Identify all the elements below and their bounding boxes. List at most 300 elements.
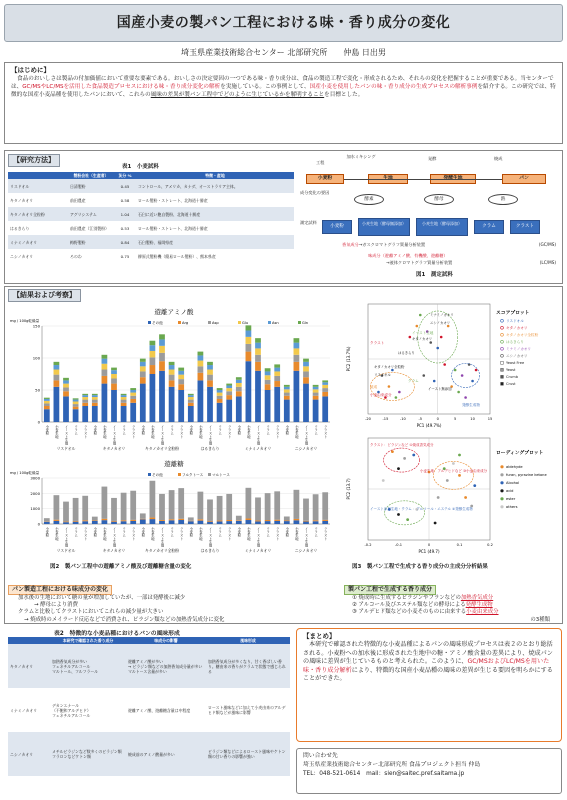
bar-フルクトース — [217, 520, 223, 521]
legend-label: Crumb — [506, 375, 519, 379]
table1-cell-ash: 0.58 — [120, 197, 130, 203]
score-point — [461, 374, 464, 377]
flow-aroma-method: →ガスクロマトグラフ質量分析装置 — [358, 242, 426, 247]
y-axis-label: mg / 100g乾燥量 — [10, 471, 40, 475]
bar-マルトース — [178, 488, 184, 519]
bar-Glu — [121, 397, 127, 400]
x-tick-label: クラム — [265, 527, 270, 537]
legend-swatch — [208, 321, 211, 324]
x-tick-label: 小麦粉 — [44, 527, 49, 537]
bar-Asn — [265, 371, 271, 375]
bar-Asp — [140, 371, 146, 377]
score-plot — [340, 296, 560, 432]
bar-Gln — [44, 398, 50, 399]
bar-マルトース — [226, 494, 232, 520]
bar-Asn — [217, 390, 223, 393]
bar-その他 — [274, 387, 280, 422]
bar-Asn — [82, 395, 88, 397]
bar-Glu — [130, 393, 136, 396]
bar-Asn — [198, 355, 204, 360]
intro-text-2: を実施している。この事例として、 — [220, 84, 310, 90]
bar-Asp — [121, 400, 127, 403]
x-axis-label: PC1 (49.7%) — [416, 423, 442, 428]
bar-Asp — [111, 378, 117, 383]
bar-その他 — [236, 521, 242, 524]
bar-Arg — [121, 403, 127, 406]
x-tick-label: イースト生地 — [112, 425, 116, 445]
bar-その他 — [102, 520, 108, 524]
bar-Arg — [150, 365, 156, 374]
bar-マルトース — [150, 481, 156, 518]
summary-text-red: GC/MSおよびLC/MSを用いた味・香り成分解析 — [303, 658, 550, 674]
x-tick-label: クラスト — [227, 425, 232, 439]
legend-label: ミナミノカオリ — [506, 347, 532, 351]
flow-taste-label: 味成分（遊離アミノ酸、有機酸、遊離糖） — [368, 253, 448, 258]
bar-マルトース — [44, 518, 50, 521]
group-label: リスドオル — [56, 446, 76, 451]
flow-kasui-label: 加水ミキシング — [346, 154, 376, 159]
bar-その他 — [169, 520, 175, 524]
cluster-ellipse — [452, 364, 480, 388]
x-tick-label: クラスト — [227, 527, 232, 541]
loading-point — [391, 450, 394, 453]
bar-マルトース — [322, 492, 328, 520]
bar-Glu — [54, 370, 60, 375]
bar-Asp — [313, 393, 319, 396]
bar-マルトース — [82, 496, 88, 521]
x-axis-label: PC1 (49.7) — [418, 549, 440, 554]
legend-label: キタノカオリ — [506, 326, 528, 330]
plot-annotation: 小麦生地：アルデヒドなど ③小麦由来成分 — [420, 469, 488, 473]
contact-org: 埼玉県産業技術総合センター北部研究所 食品プロジェクト担当 仲島 — [303, 762, 481, 768]
table1-cell-feat: コントロール、アメリカ、カナダ、オーストラリア主体。 — [138, 183, 238, 189]
bar-Asn — [159, 339, 165, 345]
table2-cell-c1: メチルピラジンなど数多くのピラジン類 フラロンなどケトン類 — [52, 749, 122, 759]
bar-Arg — [198, 373, 204, 381]
bar-Glu — [111, 374, 117, 378]
table2-header-2: 味成分の影響 — [154, 638, 178, 643]
bar-マルトース — [265, 493, 271, 520]
intro-heading: 【はじめに】 — [11, 66, 50, 74]
bar-Asp — [207, 375, 213, 381]
bar-Glu — [322, 385, 328, 388]
bar-Asn — [284, 387, 290, 390]
bar-Asp — [217, 396, 223, 399]
bar-その他 — [303, 384, 309, 422]
bar-マルトース — [313, 494, 319, 520]
results-heading: 【結果および考察】 — [8, 289, 81, 302]
x-tick-label: 小麦生地 — [54, 527, 59, 541]
x-tick-label: -5 — [418, 417, 423, 421]
y-tick-label: 3000 — [30, 475, 40, 481]
bar-マルトース — [188, 517, 194, 520]
bar-マルトース — [121, 493, 127, 521]
intro-text-1: 食品のおいしさは製品の付加価値において重要な要素である。おいしさの決定要因の一つである味・香り成分は、食品の製造工程で変化・形成されるため、それらの変化を把握することが重要である。当センターでは、 — [11, 76, 554, 90]
x-tick-label: 5 — [453, 417, 457, 421]
point-label: キタノカオリ — [412, 337, 433, 341]
bar-Gln — [294, 338, 300, 342]
bar-フルクトース — [236, 520, 242, 521]
bar-マルトース — [140, 513, 146, 518]
table1-cell-feat: ロール製粉・ストレート、北海道十勝産 — [138, 197, 208, 203]
table1-cell-name: キタノカオリ全粒粉 — [10, 211, 45, 217]
bar-Asp — [303, 371, 309, 377]
cluster-ellipse — [384, 448, 420, 472]
score-point — [443, 363, 446, 366]
bar-Asn — [313, 387, 319, 390]
legend-label: マルトース — [212, 473, 230, 477]
bar-Asp — [44, 403, 50, 406]
bar-フルクトース — [322, 520, 328, 521]
bar-Glu — [246, 337, 252, 344]
bar-Asn — [169, 365, 175, 369]
bar-その他 — [265, 521, 271, 524]
bar-その他 — [236, 396, 242, 422]
bar-Gln — [217, 388, 223, 390]
table2 — [8, 637, 290, 776]
bar-フルクトース — [178, 519, 184, 520]
figure3-caption: 図3 製パン工程で生成する香り成分の主成分分析結果 — [352, 564, 488, 570]
x-tick-label: クラム — [313, 527, 318, 537]
aroma-item-1-text: ① 焼成時に生成するピラジンやフランなどの — [352, 595, 461, 601]
bar-Asp — [92, 400, 98, 403]
bar-フルクトース — [313, 520, 319, 521]
x-tick-label: 小麦粉 — [92, 527, 97, 537]
table2-cell-c2: 遊離アミノ酸、遊離糖含量は中程度 — [128, 707, 191, 713]
loading-point — [397, 513, 400, 516]
score-point — [464, 396, 467, 399]
group-label: ミナミノカオリ — [244, 446, 272, 451]
plot-annotation: クラスト — [370, 341, 385, 345]
point-label: ミナミノカオリ — [430, 313, 454, 317]
loading-point — [458, 474, 461, 477]
group-label: キタノカオリ全粒粉 — [145, 446, 179, 451]
x-tick-label: クラム — [169, 527, 174, 537]
bar-Gln — [178, 368, 184, 371]
bar-その他 — [207, 387, 213, 422]
x-tick-label: 小麦粉 — [284, 425, 289, 435]
bar-その他 — [322, 521, 328, 524]
bar-フルクトース — [255, 520, 261, 521]
bar-Arg — [178, 384, 184, 390]
bar-Gln — [274, 364, 280, 367]
bar-その他 — [111, 390, 117, 422]
loading-point — [437, 496, 440, 499]
table2-row — [8, 732, 290, 776]
bar-Glu — [102, 364, 108, 370]
bar-その他 — [150, 519, 156, 524]
x-tick-label: クラム — [217, 425, 222, 435]
table1-cell-ash: 0.84 — [120, 239, 130, 245]
x-tick-label: 小麦粉 — [236, 527, 241, 537]
x-tick-label: 0.2 — [487, 543, 493, 547]
table2-header-1: 本研究で確認された香り成分 — [62, 638, 114, 643]
legend-marker — [501, 340, 504, 343]
loading-point — [434, 522, 437, 525]
legend-marker — [501, 382, 504, 385]
bar-その他 — [92, 406, 98, 422]
bar-Gln — [169, 362, 175, 365]
bar-Arg — [246, 352, 252, 362]
legend-label: キタノカオリ全粒粉 — [506, 333, 539, 337]
bar-マルトース — [217, 496, 223, 521]
x-tick-label: 小麦粉 — [188, 425, 193, 435]
legend-marker — [501, 319, 504, 322]
x-tick-label: イースト生地 — [64, 527, 68, 547]
x-tick-label: イースト生地 — [304, 527, 308, 547]
bar-Gln — [82, 394, 88, 395]
bar-フルクトース — [265, 520, 271, 521]
table2-title: 表2 特徴的な小麦品種におけるパンの風味形成 — [54, 631, 180, 637]
legend-marker — [500, 473, 503, 476]
bar-マルトース — [246, 488, 252, 519]
loading-point — [397, 467, 400, 470]
bar-Asn — [140, 362, 146, 366]
taste-line-2: → 酵母により消費 — [34, 602, 78, 609]
bar-その他 — [255, 371, 261, 422]
bar-マルトース — [294, 490, 300, 519]
loading-point — [464, 496, 467, 499]
bar-Asn — [63, 380, 69, 383]
bar-その他 — [217, 521, 223, 524]
bar-その他 — [159, 521, 165, 524]
group-label: ニシノカオリ — [294, 548, 318, 553]
contact-heading: 問い合わせ先 — [303, 753, 338, 759]
bar-その他 — [198, 521, 204, 524]
bar-Glu — [73, 402, 79, 405]
x-tick-label: クラム — [169, 425, 174, 435]
x-tick-label: クラスト — [275, 527, 280, 541]
legend-marker — [500, 481, 503, 484]
bar-Glu — [236, 383, 242, 387]
table1-cell-maker: 梅野製粉 — [70, 239, 86, 245]
x-tick-label: 小麦生地 — [246, 527, 251, 541]
bar-Asp — [188, 400, 194, 403]
loading-point — [458, 454, 461, 457]
score-point — [409, 336, 412, 339]
bar-Asp — [226, 391, 232, 395]
legend-swatch — [148, 321, 151, 324]
y-tick-label: 100 — [32, 355, 40, 361]
bar-その他 — [217, 403, 223, 422]
bar-Gln — [159, 334, 165, 339]
flow-process-label: 工程 — [316, 160, 325, 165]
group-label: ニシノカオリ — [294, 446, 318, 451]
legend-label: ニシノカオリ — [506, 354, 528, 358]
bar-Gln — [207, 362, 213, 365]
bar-Arg — [130, 399, 136, 403]
bar-その他 — [198, 380, 204, 422]
bar-その他 — [294, 371, 300, 422]
loading-point — [406, 518, 409, 521]
bar-その他 — [284, 400, 290, 422]
x-tick-label: 小麦生地 — [294, 527, 299, 541]
taste-line-1: 加水後の生地において糖の量が増加していたが、一部は発酵後に減少 — [18, 595, 186, 601]
bar-その他 — [313, 400, 319, 422]
flow-shosei-label: 焼成 — [494, 156, 503, 161]
bar-Asp — [178, 379, 184, 384]
score-point — [395, 396, 398, 399]
legend-label: furan, pyrazine ketone — [506, 473, 547, 477]
bar-Asp — [130, 396, 136, 399]
table1-cell-feat: 柳原式製粉機（簡易ロール製粉）、熊本県産 — [138, 253, 216, 259]
bar-Gln — [73, 398, 79, 399]
bar-Glu — [63, 384, 69, 388]
x-tick-label: イースト生地 — [160, 425, 164, 445]
y-axis-label: PC2 (13.7) — [346, 478, 351, 500]
bar-その他 — [54, 387, 60, 422]
chart-title: 遊離糖 — [164, 460, 184, 468]
bar-その他 — [313, 521, 319, 524]
y-axis-label: PC2 (13.7%) — [346, 346, 351, 372]
y-tick-label: 150 — [32, 323, 40, 329]
bar-フルクトース — [284, 520, 290, 521]
bar-Glu — [178, 375, 184, 379]
table2-cell-c1: デカンエナール （不飽和アルデヒド） フェネチルアルコール — [52, 702, 91, 718]
bar-Gln — [130, 388, 136, 390]
bar-その他 — [63, 522, 69, 524]
amino-acid-chart — [8, 300, 338, 460]
bar-フルクトース — [159, 520, 165, 521]
bar-フルクトース — [54, 520, 60, 521]
bar-Glu — [313, 389, 319, 392]
table1-cell-maker: ろのわ — [70, 253, 82, 259]
x-tick-label: 小麦粉 — [44, 425, 49, 435]
bar-Arg — [44, 406, 50, 409]
bar-Arg — [92, 403, 98, 406]
bar-マルトース — [284, 516, 290, 520]
legend-label: aldehyde — [506, 465, 523, 469]
bar-Gln — [284, 385, 290, 387]
bar-その他 — [188, 406, 194, 422]
legend-label: Alcohol — [506, 481, 520, 485]
x-tick-label: 小麦生地 — [54, 425, 59, 439]
bar-その他 — [130, 521, 136, 524]
legend-label: Asn — [272, 321, 279, 325]
y-tick-label: 50 — [35, 387, 40, 393]
chart-title: 遊離アミノ酸 — [154, 308, 194, 316]
table1-row — [8, 179, 294, 193]
bar-Glu — [226, 388, 232, 391]
loading-point — [382, 479, 385, 482]
legend-label: Asp — [212, 321, 219, 325]
flow-step-bread: パン — [502, 174, 546, 184]
flow-aroma-tag: (GC/MS) — [538, 242, 556, 247]
legend-label: acid — [506, 489, 514, 493]
bar-Asp — [63, 387, 69, 391]
bar-Asp — [150, 357, 156, 365]
x-tick-label: クラム — [121, 425, 126, 435]
score-point — [416, 325, 419, 328]
table1-cell-feat: 石臼製粉、福岡県産 — [138, 239, 174, 245]
table1-cell-maker: 前田農産（江別製粉） — [70, 225, 109, 231]
summary-box — [296, 628, 562, 742]
group-label: キタノカオリ — [102, 548, 126, 553]
loading-point — [446, 479, 449, 482]
bar-その他 — [265, 390, 271, 422]
bar-Glu — [217, 393, 223, 396]
point-label: はるきらり — [398, 351, 415, 355]
bar-Asp — [255, 355, 261, 362]
x-tick-label: イースト生地 — [208, 527, 212, 547]
table2-cell-c0: キタノカオリ — [10, 663, 34, 669]
bar-フルクトース — [150, 518, 156, 520]
aroma-item-3-text: ③ アルデヒド類などの小麦そのものに由来する — [352, 609, 467, 616]
bar-Gln — [322, 380, 328, 382]
bar-その他 — [130, 403, 136, 422]
bar-フルクトース — [111, 521, 117, 522]
x-tick-label: イースト生地 — [304, 425, 308, 445]
bar-Arg — [54, 380, 60, 386]
bar-Glu — [159, 346, 165, 353]
table2-cell-c0: ミナミノカオリ — [10, 707, 38, 713]
bar-Asp — [73, 404, 79, 407]
legend-marker — [500, 497, 503, 500]
x-tick-label: 小麦生地 — [150, 425, 155, 439]
bar-Glu — [44, 401, 50, 404]
bar-その他 — [226, 400, 232, 422]
bar-マルトース — [130, 491, 136, 520]
bar-フルクトース — [294, 519, 300, 520]
bar-フルクトース — [102, 519, 108, 520]
table1-header-feature: 特徴・産地 — [205, 173, 225, 178]
bar-マルトース — [303, 499, 309, 521]
bar-その他 — [140, 519, 146, 524]
bar-その他 — [255, 521, 261, 524]
taste-line-3: クラムと比較してクラストにおいてこれらの減少量が大きい — [18, 609, 164, 616]
table1-cell-feat: 石臼に近い飽自製粉、北海道十勝産 — [138, 211, 201, 217]
plot-annotation: 発酵生成物 — [462, 403, 480, 407]
bar-その他 — [207, 522, 213, 524]
score-point — [436, 347, 439, 350]
bar-Asp — [82, 400, 88, 403]
bar-Gln — [140, 359, 146, 362]
bar-フルクトース — [198, 519, 204, 520]
flow-step-flour: 小麦粉 — [306, 174, 344, 184]
aroma-item-2-text: ② アルコール及びエステル類などの酵母による — [352, 602, 466, 609]
legend-marker — [501, 361, 504, 364]
bar-Asn — [102, 359, 108, 364]
bar-Asp — [284, 393, 290, 396]
table1-cell-ash: 0.75 — [120, 253, 130, 259]
bar-Glu — [255, 348, 261, 354]
bar-Asn — [178, 371, 184, 375]
flow-aroma — [342, 242, 556, 247]
legend-label: フルクトース — [182, 473, 204, 477]
table1-cell-maker: 日清製粉 — [70, 183, 86, 189]
bar-Gln — [111, 368, 117, 371]
bar-その他 — [111, 522, 117, 524]
bar-フルクトース — [246, 518, 252, 520]
bar-その他 — [44, 409, 50, 422]
table2-cell-c3: ロースト風味などに加えて小麦由来のアルデヒド類などが風味に影響 — [208, 705, 286, 715]
legend-swatch — [148, 473, 151, 476]
bar-マルトース — [159, 494, 165, 520]
table1-cell-ash: 0.53 — [120, 225, 130, 231]
bar-Asp — [246, 344, 252, 352]
legend-label: Glu — [242, 321, 249, 325]
x-tick-label: イースト生地 — [112, 527, 116, 547]
table1-cell-name: はるきらり — [10, 225, 30, 231]
intro-text — [11, 75, 556, 99]
bar-マルトース — [63, 502, 69, 522]
x-tick-label: 15 — [487, 417, 493, 421]
bar-フルクトース — [73, 521, 79, 522]
bar-その他 — [303, 522, 309, 524]
bar-その他 — [284, 521, 290, 524]
bar-フルクトース — [169, 519, 175, 520]
bar-マルトース — [92, 517, 98, 521]
